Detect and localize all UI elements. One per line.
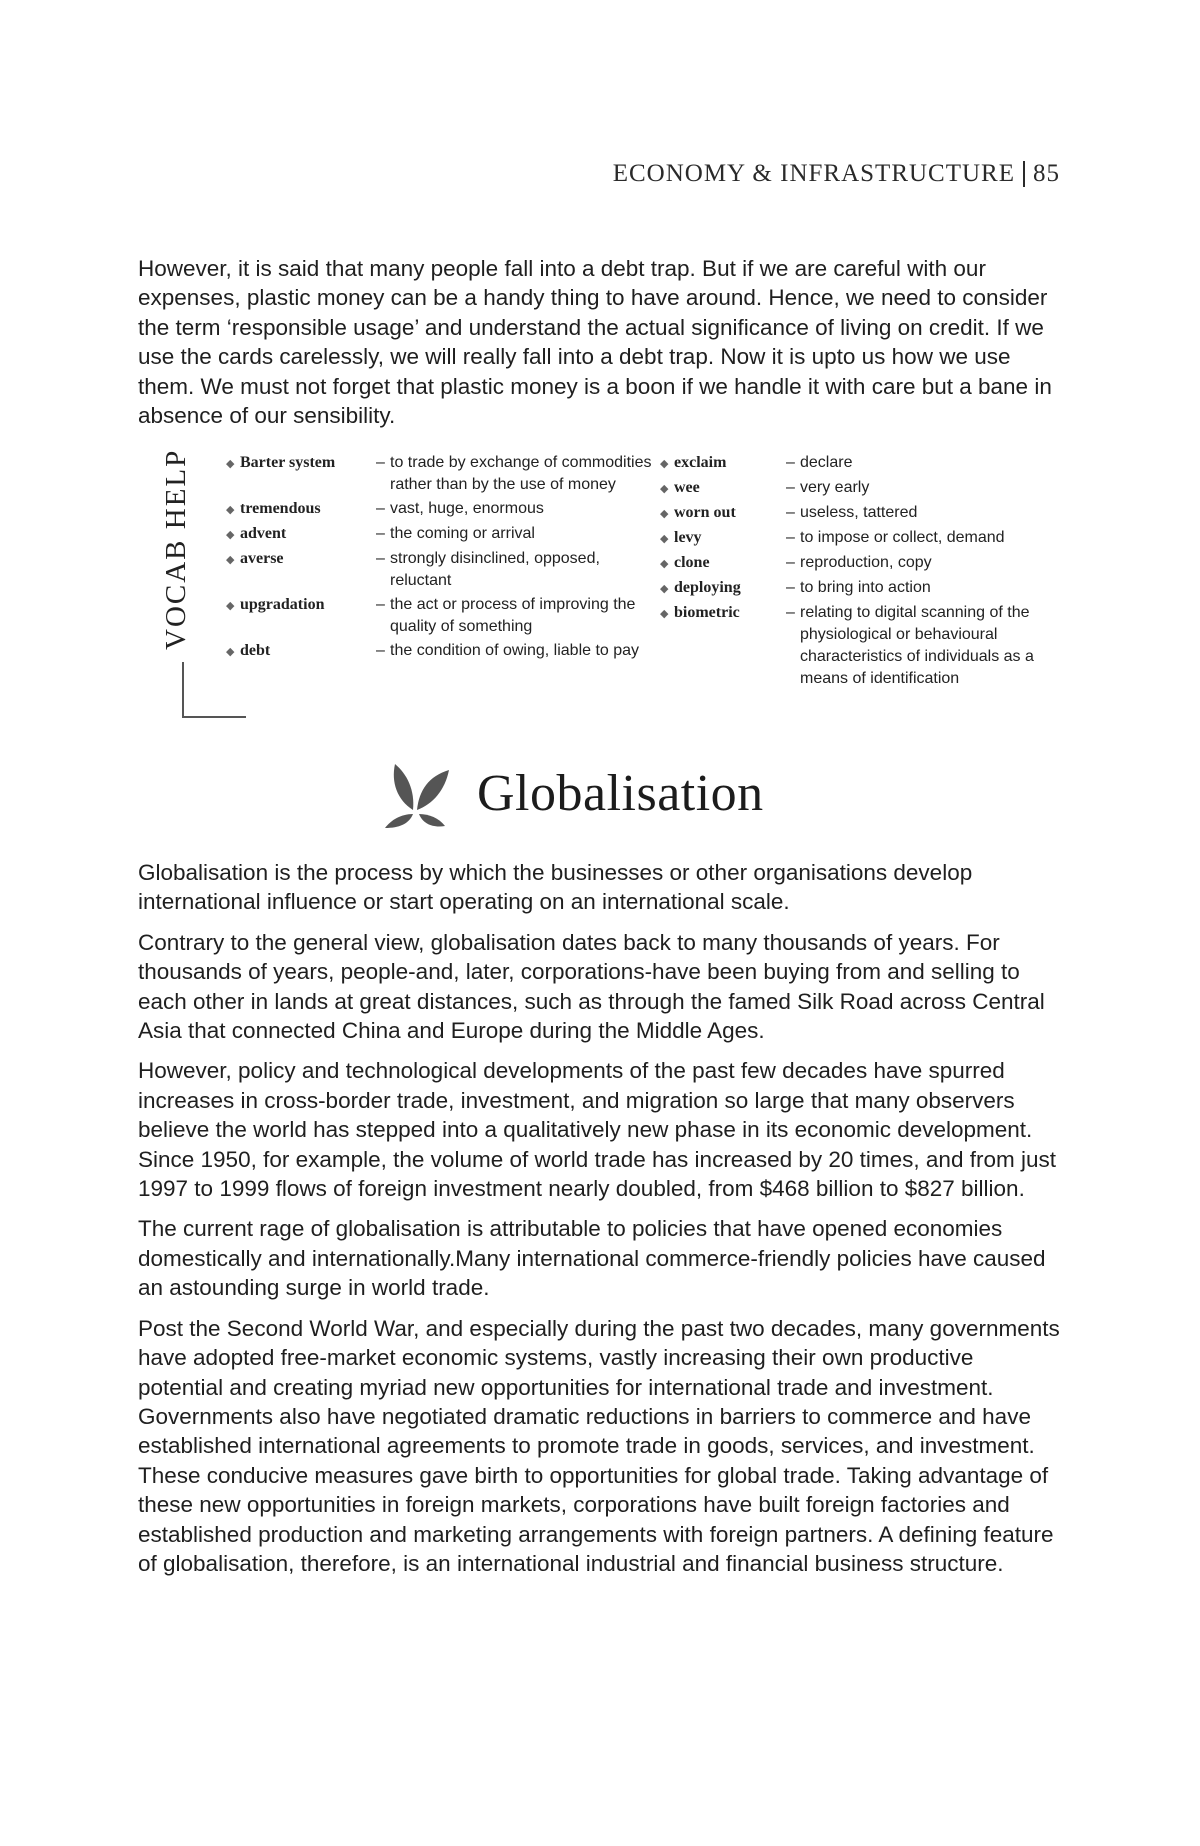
- section-heading: [383, 758, 764, 828]
- vocab-definition: to trade by exchange of commodities rather than by the use of money: [390, 454, 652, 493]
- running-head-section: ECONOMY & INFRASTRUCTURE: [612, 160, 1015, 187]
- vocab-dash: –: [376, 596, 385, 613]
- vocab-dash: –: [786, 604, 795, 621]
- vocab-term: levy: [674, 529, 702, 546]
- vocab-definition: the act or process of improving the quality of something: [390, 596, 636, 635]
- body-paragraph: Contrary to the general view, globalisation dates back to many thousands of years. For thousands of years, people-and, later, corporations-have been buying from and selling to each other in lands at great distances, such as through the famed Silk Road across Central Asia that connected China and Europe during the Middle Ages.: [138, 929, 1045, 1044]
- vocab-term: upgradation: [240, 596, 325, 613]
- vocab-definition: the condition of owing, liable to pay: [390, 642, 640, 659]
- vocab-entry: [660, 602, 1060, 690]
- bullet-icon: ◆: [660, 558, 669, 570]
- bullet-icon: ◆: [660, 458, 669, 470]
- running-head: [613, 160, 1060, 188]
- vocab-definition: useless, tattered: [800, 504, 918, 521]
- vocab-term: debt: [240, 642, 271, 659]
- vocab-term: exclaim: [674, 454, 727, 471]
- vocab-entry: [226, 594, 706, 638]
- vocab-entry: [660, 502, 1060, 525]
- bullet-icon: ◆: [226, 529, 235, 541]
- bullet-icon: ◆: [226, 600, 235, 612]
- vocab-term: averse: [240, 550, 284, 567]
- vocab-definition: vast, huge, enormous: [390, 500, 544, 517]
- vocab-term: clone: [674, 554, 710, 571]
- vocab-entry: [660, 552, 1060, 575]
- vocab-dash: –: [786, 504, 795, 521]
- bullet-icon: ◆: [226, 504, 235, 516]
- vocab-definition: to bring into action: [800, 579, 931, 596]
- vocab-dash: –: [786, 529, 795, 546]
- vocab-dash: –: [376, 454, 385, 471]
- intro-text: [138, 254, 1060, 441]
- bullet-icon: ◆: [660, 508, 669, 520]
- body-paragraph: Post the Second World War, and especially during the past two decades, many governments have adopted free-market economic systems, vastly increasing their own productive potential and creating myriad new opportunities for international trade and investment. Governments also have negotiated dramatic reductions in barriers to commerce and have established international agreements to promote trade in goods, services, and investment. These conducive measures gave birth to opportunities for global trade. Taking advantage of these new opportunities in foreign markets, corporations have built foreign factories and established production and marketing arrangements with foreign partners. A defining feature of globalisation, therefore, is an international industrial and financial business structure.: [138, 1315, 1060, 1576]
- vocab-term: worn out: [674, 504, 736, 521]
- bullet-icon: ◆: [226, 458, 235, 470]
- body-paragraph: The current rage of globalisation is attributable to policies that have opened economies domestically and internationally.Many international commerce-friendly policies have caused an astounding surge in world trade.: [138, 1216, 1046, 1301]
- intro-paragraph: However, it is said that many people fall into a debt trap. But if we are careful with our expenses, plastic money can be a handy thing to have around. Hence, we need to consider the term ‘responsible usage’ and understand the actual significance of living on credit. If we use the cards carelessly, we will really fall into a debt trap. Now it is upto us how we use them. We must not forget that plastic money is a boon if we handle it with care but a bane in absence of our sensibility.: [138, 256, 1052, 429]
- vocab-definition: to impose or collect, demand: [800, 529, 1005, 546]
- running-head-divider: [1023, 161, 1025, 187]
- vocab-term: tremendous: [240, 500, 321, 517]
- vocab-column-right: [660, 452, 1060, 692]
- vocab-dash: –: [376, 642, 385, 659]
- body-paragraph: Globalisation is the process by which the businesses or other organisations develop international influence or start operating on an international scale.: [138, 860, 973, 915]
- vocab-frame-horizontal: [182, 716, 246, 718]
- vocab-definition: strongly disinclined, opposed, reluctant: [390, 550, 600, 589]
- vocab-column-left: [226, 452, 706, 665]
- bullet-icon: ◆: [660, 583, 669, 595]
- bullet-icon: ◆: [660, 483, 669, 495]
- vocab-definition: declare: [800, 454, 853, 471]
- bullet-icon: ◆: [660, 533, 669, 545]
- vocab-dash: –: [786, 479, 795, 496]
- vocab-dash: –: [376, 525, 385, 542]
- vocab-definition: relating to digital scanning of the physiological or behavioural characteristics of individuals as a means of identification: [800, 604, 1034, 687]
- bullet-icon: ◆: [226, 646, 235, 658]
- body-paragraph: However, policy and technological developments of the past few decades have spurred increases in cross-border trade, investment, and migration so large that many observers believe the world has stepped into a qualitatively new phase in its economic development. Since 1950, for example, the volume of world trade has increased by 20 times, and from just 1997 to 1999 flows of foreign investment nearly doubled, from $468 billion to $827 billion.: [138, 1058, 1056, 1202]
- vocab-dash: –: [786, 554, 795, 571]
- vocab-definition: reproduction, copy: [800, 554, 932, 571]
- vocab-help-title: VOCAB HELP: [160, 448, 192, 650]
- vocab-help-box: [160, 448, 1060, 718]
- vocab-term: Barter system: [240, 454, 336, 471]
- vocab-dash: –: [376, 550, 385, 567]
- vocab-entry: [660, 452, 1060, 475]
- vocab-entry: [226, 640, 706, 663]
- vocab-frame-vertical: [182, 662, 184, 718]
- vocab-term: advent: [240, 525, 287, 542]
- bullet-icon: ◆: [226, 554, 235, 566]
- globalisation-body: [138, 858, 1060, 1589]
- vocab-definition: very early: [800, 479, 870, 496]
- bullet-icon: ◆: [660, 608, 669, 620]
- vocab-entry: [660, 477, 1060, 500]
- vocab-entry: [226, 548, 706, 592]
- vocab-term: wee: [674, 479, 700, 496]
- vocab-dash: –: [376, 500, 385, 517]
- vocab-entry: [226, 498, 706, 521]
- vocab-definition: the coming or arrival: [390, 525, 535, 542]
- vocab-term: biometric: [674, 604, 740, 621]
- vocab-entry: [226, 523, 706, 546]
- leaf-icon: [383, 758, 459, 828]
- vocab-entry: [660, 527, 1060, 550]
- vocab-entry: [660, 577, 1060, 600]
- section-title: Globalisation: [477, 764, 764, 822]
- vocab-dash: –: [786, 579, 795, 596]
- vocab-dash: –: [786, 454, 795, 471]
- page-number: 85: [1033, 160, 1060, 187]
- vocab-entry: [226, 452, 706, 496]
- vocab-term: deploying: [674, 579, 741, 596]
